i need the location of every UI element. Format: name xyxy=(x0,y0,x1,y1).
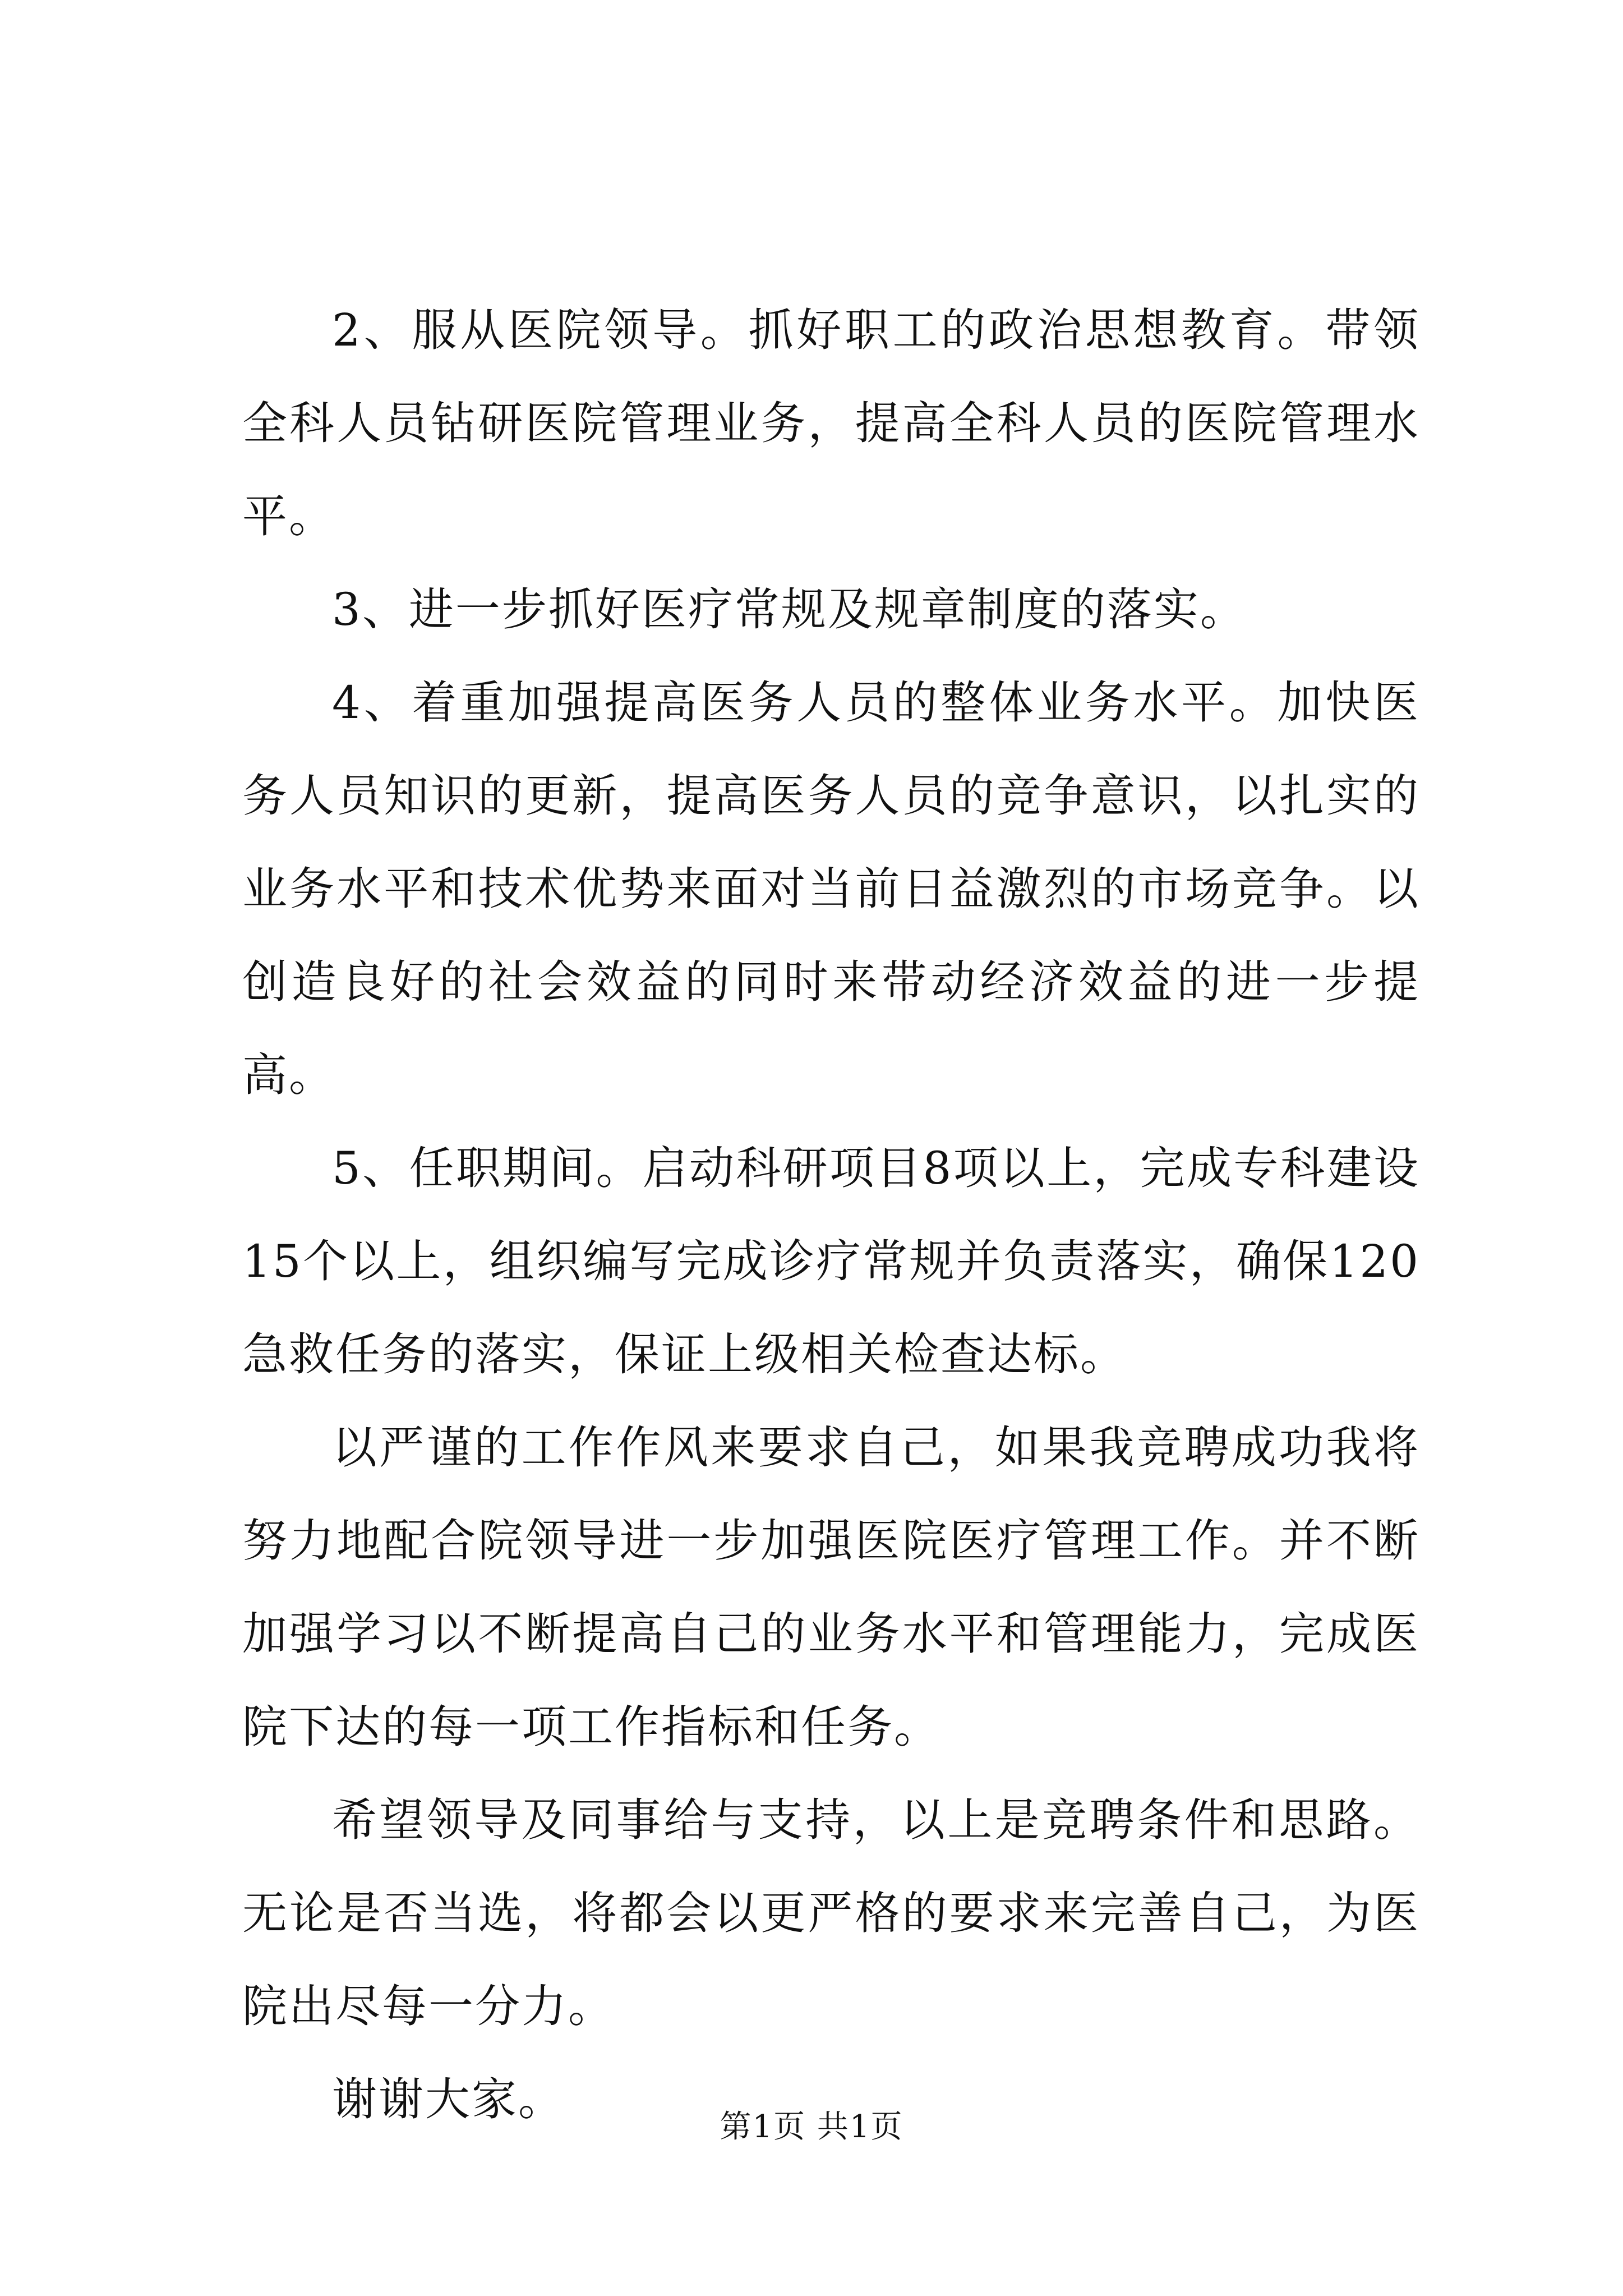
paragraph-work-style: 以严谨的工作作风来要求自己，如果我竞聘成功我将努力地配合院领导进一步加强医院医疗管理工作。并不断加强学习以不断提高自己的业务水平和管理能力，完成医院下达的每一项工作指标和任务。 xyxy=(242,1421,1420,1753)
document-body xyxy=(242,284,1420,2146)
paragraph-item-3: 3、进一步抓好医疗常规及规章制度的落实。 xyxy=(332,583,1247,636)
paragraph-item-4: 4、着重加强提高医务人员的整体业务水平。加快医务人员知识的更新，提高医务人员的竞争意识，以扎实的业务水平和技术优势来面对当前日益激烈的市场竞争。以创造良好的社会效益的同时来带动经济效益的进一步提高。 xyxy=(242,677,1420,1101)
paragraph-item-2: 2、服从医院领导。抓好职工的政治思想教育。带领全科人员钻研医院管理业务，提高全科人员的医院管理水平。 xyxy=(242,304,1420,542)
page-footer: 第1页 共1页 xyxy=(720,2109,903,2145)
paragraph-item-5: 5、任职期间。启动科研项目8项以上，完成专科建设15个以上，组织编写完成诊疗常规并负责落实，确保120急救任务的落实，保证上级相关检查达标。 xyxy=(242,1142,1420,1381)
paragraph-thanks: 谢谢大家。 xyxy=(332,2073,565,2125)
paragraph-closing-hope: 希望领导及同事给与支持，以上是竞聘条件和思路。无论是否当选，将都会以更严格的要求来完善自己，为医院出尽每一分力。 xyxy=(242,1794,1420,2032)
